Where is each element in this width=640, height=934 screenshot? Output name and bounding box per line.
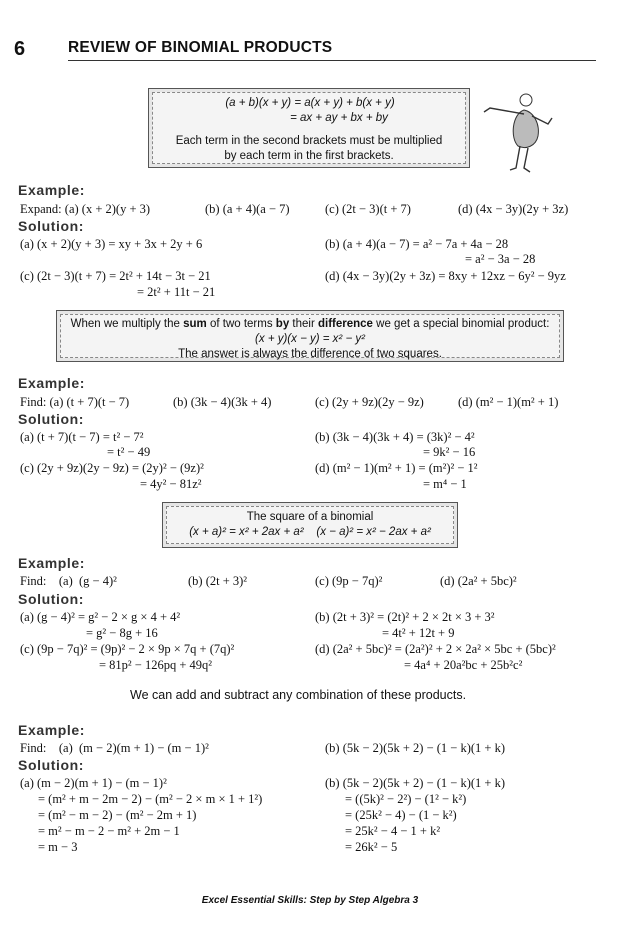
ex2-solution-b-line2: = 9k² − 16 (423, 445, 476, 459)
ex2-question-b: (b) (3k − 4)(3k + 4) (173, 395, 272, 409)
solution-heading-2: Solution: (18, 411, 85, 427)
ex3-solution-c-line1: (c) (9p − 7q)² = (9p)² − 2 × 9p × 7q + (7q)² (20, 642, 235, 656)
ex3-solution-a-line1: (a) (g − 4)² = g² − 2 × g × 4 + 4² (20, 610, 181, 624)
solution-heading-4: Solution: (18, 757, 85, 773)
example-heading-1: Example: (18, 182, 86, 198)
ex4-solution-b-line4: = 25k² − 4 − 1 + k² (345, 824, 441, 838)
ex4-solution-b-line3: = (25k² − 4) − (1 − k²) (345, 808, 457, 822)
box1-line3: Each term in the second brackets must be multiplied (175, 135, 443, 147)
ex3-question-a: Find: (a) (g − 4)² (20, 574, 117, 588)
ex2-solution-d-line2: = m⁴ − 1 (423, 477, 467, 491)
ex4-question-b: (b) (5k − 2)(5k + 2) − (1 − k)(1 + k) (325, 741, 505, 755)
ex2-solution-d-line1: (d) (m² − 1)(m² + 1) = (m²)² − 1² (315, 461, 478, 475)
ex1-solution-c-line1: (c) (2t − 3)(t + 7) = 2t² + 14t − 3t − 21 (20, 269, 211, 283)
ex1-question-a: Expand: (a) (x + 2)(y + 3) (20, 202, 151, 216)
ex3-solution-d-line1: (d) (2a² + 5bc)² = (2a²)² + 2 × 2a² × 5bc + (5bc)² (315, 642, 556, 656)
ex4-solution-b-line5: = 26k² − 5 (345, 840, 398, 854)
ex4-solution-a-line3: = (m² − m − 2) − (m² − 2m + 1) (38, 808, 197, 822)
ex1-solution-b-line1: (b) (a + 4)(a − 7) = a² − 7a + 4a − 28 (325, 237, 509, 251)
ex1-question-c: (c) (2t − 3)(t + 7) (325, 202, 411, 216)
ex2-question-a: Find: (a) (t + 7)(t − 7) (20, 395, 130, 409)
box2-line2: (x + y)(x − y) = x² − y² (255, 333, 365, 345)
rule-box-difference-of-squares (56, 310, 564, 362)
box1-line4: by each term in the first brackets. (224, 150, 394, 162)
ex4-solution-b-line1: (b) (5k − 2)(5k + 2) − (1 − k)(1 + k) (325, 776, 505, 790)
ex4-solution-a-line1: (a) (m − 2)(m + 1) − (m − 1)² (20, 776, 167, 790)
example-heading-4: Example: (18, 722, 86, 738)
page-footer: Excel Essential Skills: Step by Step Algebra 3 (201, 895, 419, 906)
ex2-question-c: (c) (2y + 9z)(2y − 9z) (315, 395, 424, 409)
box2-line3: The answer is always the difference of two squares. (178, 348, 442, 360)
ex1-solution-d: (d) (4x − 3y)(2y + 3z) = 8xy + 12xz − 6y² − 9yz (325, 269, 566, 283)
box1-line2: = ax + ay + bx + by (290, 112, 388, 124)
combination-note: We can add and subtract any combination of these products. (130, 688, 467, 702)
ex2-solution-a-line2: = t² − 49 (107, 445, 151, 459)
ex1-question-d: (d) (4x − 3y)(2y + 3z) (458, 202, 569, 216)
box3-line1: The square of a binomial (246, 511, 374, 523)
ex1-solution-b-line2: = a² − 3a − 28 (465, 252, 536, 266)
ex4-solution-a-line2: = (m² + m − 2m − 2) − (m² − 2 × m × 1 + 1²) (38, 792, 263, 806)
ex3-solution-a-line2: = g² − 8g + 16 (86, 626, 158, 640)
ex1-solution-a: (a) (x + 2)(y + 3) = xy + 3x + 2y + 6 (20, 237, 203, 251)
ex2-solution-c-line1: (c) (2y + 9z)(2y − 9z) = (2y)² − (9z)² (20, 461, 204, 475)
ex2-solution-c-line2: = 4y² − 81z² (140, 477, 202, 491)
ex4-solution-a-line5: = m − 3 (38, 840, 78, 854)
solution-heading-1: Solution: (18, 218, 85, 234)
ex2-question-d: (d) (m² − 1)(m² + 1) (458, 395, 559, 409)
ex1-question-b: (b) (a + 4)(a − 7) (205, 202, 290, 216)
ex4-solution-a-line4: = m² − m − 2 − m² + 2m − 1 (38, 824, 180, 838)
example-heading-2: Example: (18, 375, 86, 391)
ex3-solution-d-line2: = 4a⁴ + 20a²bc + 25b²c² (404, 658, 523, 672)
ex3-question-c: (c) (9p − 7q)² (315, 574, 383, 588)
ex4-question-a: Find: (a) (m − 2)(m + 1) − (m − 1)² (20, 741, 209, 755)
example-heading-3: Example: (18, 555, 86, 571)
box1-line1: (a + b)(x + y) = a(x + y) + b(x + y) (225, 97, 395, 109)
ex4-solution-b-line2: = ((5k)² − 2²) − (1² − k²) (345, 792, 467, 806)
box3-line2: (x + a)² = x² + 2ax + a² (x − a)² = x² − 2ax + a² (189, 526, 431, 538)
page-title: REVIEW OF BINOMIAL PRODUCTS (68, 39, 333, 56)
title-rule (68, 60, 596, 61)
ex3-solution-b-line1: (b) (2t + 3)² = (2t)² + 2 × 2t × 3 + 3² (315, 610, 495, 624)
ex2-solution-b-line1: (b) (3k − 4)(3k + 4) = (3k)² − 4² (315, 430, 475, 444)
ex3-question-b: (b) (2t + 3)² (188, 574, 248, 588)
stick-figure-illustration (480, 84, 576, 176)
ex1-solution-c-line2: = 2t² + 11t − 21 (137, 285, 216, 299)
rule-box-square-of-binomial (162, 502, 458, 548)
ex3-question-d: (d) (2a² + 5bc)² (440, 574, 517, 588)
ex2-solution-a-line1: (a) (t + 7)(t − 7) = t² − 7² (20, 430, 144, 444)
ex3-solution-c-line2: = 81p² − 126pq + 49q² (99, 658, 213, 672)
solution-heading-3: Solution: (18, 591, 85, 607)
box2-line1: When we multiply the sum of two terms by their difference we get a special binomial product: (70, 318, 550, 330)
chapter-number: 6 (14, 38, 26, 60)
rule-box-distributive (148, 88, 470, 168)
ex3-solution-b-line2: = 4t² + 12t + 9 (382, 626, 455, 640)
